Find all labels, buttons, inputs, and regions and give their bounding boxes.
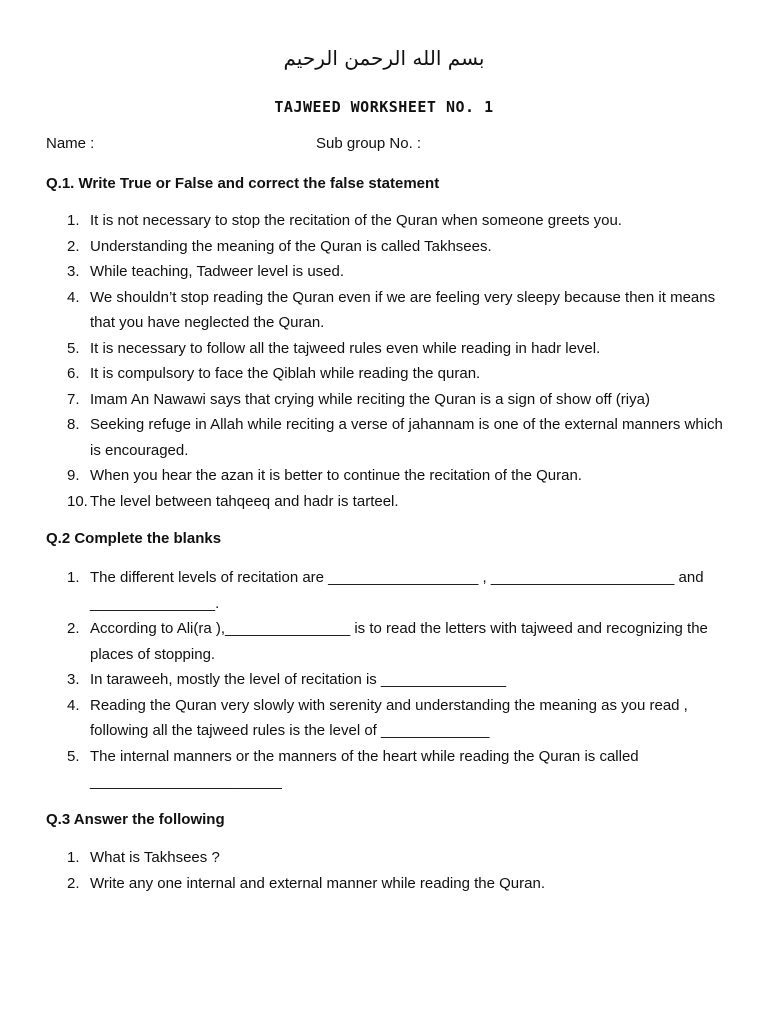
item-number: 5. — [67, 339, 80, 357]
item-text: According to Ali(ra ),_______________ is to read the letters with tajweed and recognizing the places of stopping. — [90, 620, 708, 663]
item-number: 7. — [67, 390, 80, 408]
list-item — [46, 489, 736, 515]
list-item — [46, 285, 736, 336]
item-text: In taraweeh, mostly the level of recitation is _______________ — [90, 671, 507, 688]
item-text: Imam An Nawawi says that crying while reciting the Quran is a sign of show off (riya) — [90, 390, 650, 408]
item-text: When you hear the azan it is better to continue the recitation of the Quran. — [90, 467, 582, 484]
item-text: The internal manners or the manners of the heart while reading the Quran is called _______________________ — [90, 747, 639, 790]
item-text: Seeking refuge in Allah while reciting a verse of jahannam is one of the external manners which is encouraged. — [90, 416, 723, 459]
q1-heading: Q.1. Write True or False and correct the false statement — [46, 175, 440, 192]
item-number: 1. — [67, 849, 80, 866]
list-item — [46, 693, 736, 744]
list-item — [46, 387, 736, 413]
list-item — [46, 361, 736, 387]
subgroup-label: Sub group No. : — [316, 135, 422, 152]
item-text: We shouldn’t stop reading the Quran even if we are feeling very sleepy because then it means that you have neglected the Quran. — [90, 288, 716, 331]
item-number: 2. — [67, 620, 80, 637]
list-item — [46, 744, 736, 795]
list-item — [46, 871, 736, 897]
item-number: 9. — [67, 467, 80, 484]
item-text: The level between tahqeeq and hadr is tarteel. — [90, 492, 399, 510]
q1-list — [46, 208, 736, 514]
item-number: 3. — [67, 671, 80, 688]
item-text: While teaching, Tadweer level is used. — [90, 263, 345, 280]
item-number: 4. — [67, 288, 80, 306]
item-number: 6. — [67, 365, 80, 382]
q2-list — [46, 565, 736, 795]
item-number: 2. — [67, 237, 80, 255]
bismillah-heading: بسم الله الرحمن الرحيم — [283, 46, 485, 70]
item-text: It is compulsory to face the Qiblah while reading the quran. — [90, 365, 481, 382]
item-text: Understanding the meaning of the Quran is called Takhsees. — [90, 237, 492, 255]
item-text: It is not necessary to stop the recitation of the Quran when someone greets you. — [90, 212, 622, 229]
item-number: 2. — [67, 874, 80, 892]
item-number: 5. — [67, 747, 80, 765]
list-item — [46, 616, 736, 667]
item-text: What is Takhsees ? — [90, 849, 220, 866]
item-number: 1. — [67, 569, 80, 586]
list-item — [46, 565, 736, 616]
name-label: Name : — [46, 135, 95, 152]
q2-heading: Q.2 Complete the blanks — [46, 530, 222, 547]
item-number: 8. — [67, 416, 80, 433]
q3-heading: Q.3 Answer the following — [46, 811, 225, 828]
list-item — [46, 463, 736, 489]
item-text: It is necessary to follow all the tajweed rules even while reading in hadr level. — [90, 339, 601, 357]
list-item — [46, 234, 736, 260]
list-item — [46, 336, 736, 362]
item-number: 10. — [67, 492, 88, 510]
list-item — [46, 412, 736, 463]
worksheet-title: TAJWEED WORKSHEET NO. 1 — [274, 98, 494, 116]
item-text: Reading the Quran very slowly with serenity and understanding the meaning as you read , following all the tajweed rules is the level of _____________ — [90, 696, 688, 739]
list-item — [46, 667, 736, 693]
item-number: 4. — [67, 696, 80, 714]
list-item — [46, 208, 736, 234]
list-item — [46, 845, 736, 871]
list-item — [46, 259, 736, 285]
item-number: 1. — [67, 212, 80, 229]
item-text: The different levels of recitation are __________________ , ______________________ and _______________. — [90, 569, 704, 612]
item-number: 3. — [67, 263, 80, 280]
q3-list — [46, 845, 736, 896]
item-text: Write any one internal and external manner while reading the Quran. — [90, 874, 545, 892]
